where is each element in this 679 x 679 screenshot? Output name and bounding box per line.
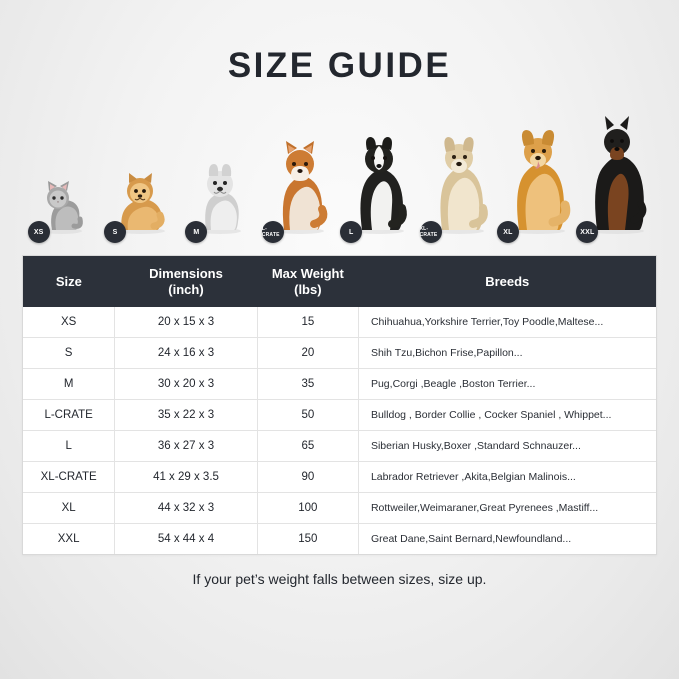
cell-breeds: Siberian Husky,Boxer ,Standard Schnauzer... bbox=[358, 431, 656, 462]
cell-breeds: Labrador Retriever ,Akita,Belgian Malinois... bbox=[358, 462, 656, 493]
cell-weight: 35 bbox=[257, 369, 358, 400]
cell-weight: 65 bbox=[257, 431, 358, 462]
cell-size: XL-CRATE bbox=[23, 462, 115, 493]
table-row bbox=[23, 493, 656, 524]
breed-figure-xs bbox=[22, 174, 101, 239]
table-header-row bbox=[23, 256, 656, 307]
cell-dimensions: 24 x 16 x 3 bbox=[115, 338, 257, 369]
size-badge-m: M bbox=[185, 221, 207, 243]
size-table-container bbox=[22, 255, 657, 555]
breed-figure-m bbox=[181, 160, 260, 239]
cell-breeds: Chihuahua,Yorkshire Terrier,Toy Poodle,Maltese... bbox=[358, 307, 656, 338]
footnote: If your pet’s weight falls between sizes, size up. bbox=[192, 571, 487, 588]
table-row bbox=[23, 400, 656, 431]
cell-size: XL bbox=[23, 493, 115, 524]
header-weight-line2: (lbs) bbox=[294, 281, 322, 297]
table-row bbox=[23, 307, 656, 338]
size-badge-xl-crate: XL-CRATE bbox=[420, 221, 442, 243]
breed-figure-l-crate bbox=[260, 138, 339, 239]
cell-dimensions: 41 x 29 x 3.5 bbox=[115, 462, 257, 493]
breed-figure-xl bbox=[498, 124, 577, 239]
cell-dimensions: 44 x 32 x 3 bbox=[115, 493, 257, 524]
breed-figure-s bbox=[101, 168, 180, 239]
cell-weight: 100 bbox=[257, 493, 358, 524]
cell-dimensions: 36 x 27 x 3 bbox=[115, 431, 257, 462]
cell-dimensions: 35 x 22 x 3 bbox=[115, 400, 257, 431]
table-row bbox=[23, 338, 656, 369]
page-title: SIZE GUIDE bbox=[227, 46, 452, 85]
cell-weight: 90 bbox=[257, 462, 358, 493]
cell-size: L bbox=[23, 431, 115, 462]
breed-figure-xxl bbox=[578, 116, 657, 239]
labrador-illustration bbox=[419, 130, 492, 239]
size-badge-xxl: XXL bbox=[576, 221, 598, 243]
kitten-illustration bbox=[34, 174, 90, 239]
header-weight-line1: Max Weight bbox=[271, 266, 344, 281]
cell-size: XXL bbox=[23, 524, 115, 555]
border-collie-illustration bbox=[346, 132, 412, 239]
pomeranian-illustration bbox=[110, 168, 172, 239]
size-badge-l-crate: L-CRATE bbox=[262, 221, 284, 243]
cell-size: M bbox=[23, 369, 115, 400]
size-table bbox=[23, 256, 656, 554]
table-header bbox=[23, 256, 656, 307]
cell-breeds: Bulldog , Border Collie , Cocker Spaniel , Whippet... bbox=[358, 400, 656, 431]
header-breeds: Breeds bbox=[358, 256, 656, 307]
header-dimensions-line1: Dimensions bbox=[149, 266, 223, 281]
cell-breeds: Pug,Corgi ,Beagle ,Boston Terrier... bbox=[358, 369, 656, 400]
table-row bbox=[23, 462, 656, 493]
cell-dimensions: 30 x 20 x 3 bbox=[115, 369, 257, 400]
cell-breeds: Rottweiler,Weimaraner,Great Pyrenees ,Mastiff... bbox=[358, 493, 656, 524]
header-max-weight bbox=[257, 256, 358, 307]
cell-weight: 50 bbox=[257, 400, 358, 431]
doberman-illustration bbox=[582, 116, 652, 239]
cell-size: XS bbox=[23, 307, 115, 338]
size-badge-xl: XL bbox=[497, 221, 519, 243]
shiba-inu-illustration bbox=[261, 138, 332, 239]
header-dimensions-line2: (inch) bbox=[168, 281, 204, 297]
cell-size: L-CRATE bbox=[23, 400, 115, 431]
table-row bbox=[23, 431, 656, 462]
table-row bbox=[23, 524, 656, 555]
size-badge-l: L bbox=[340, 221, 362, 243]
cell-breeds: Great Dane,Saint Bernard,Newfoundland... bbox=[358, 524, 656, 555]
table-body bbox=[23, 307, 656, 554]
cell-breeds: Shih Tzu,Bichon Frise,Papillon... bbox=[358, 338, 656, 369]
cell-weight: 15 bbox=[257, 307, 358, 338]
cell-weight: 20 bbox=[257, 338, 358, 369]
breed-illustration-row bbox=[22, 99, 657, 239]
table-row bbox=[23, 369, 656, 400]
cell-dimensions: 54 x 44 x 4 bbox=[115, 524, 257, 555]
cell-size: S bbox=[23, 338, 115, 369]
header-size: Size bbox=[23, 256, 115, 307]
cell-dimensions: 20 x 15 x 3 bbox=[115, 307, 257, 338]
breed-figure-l bbox=[340, 132, 419, 239]
header-dimensions bbox=[115, 256, 257, 307]
french-bulldog-illustration bbox=[191, 160, 249, 239]
size-badge-xs: XS bbox=[28, 221, 50, 243]
golden-retriever-illustration bbox=[503, 124, 573, 239]
cell-weight: 150 bbox=[257, 524, 358, 555]
breed-figure-xl-crate bbox=[419, 130, 498, 239]
size-badge-s: S bbox=[104, 221, 126, 243]
